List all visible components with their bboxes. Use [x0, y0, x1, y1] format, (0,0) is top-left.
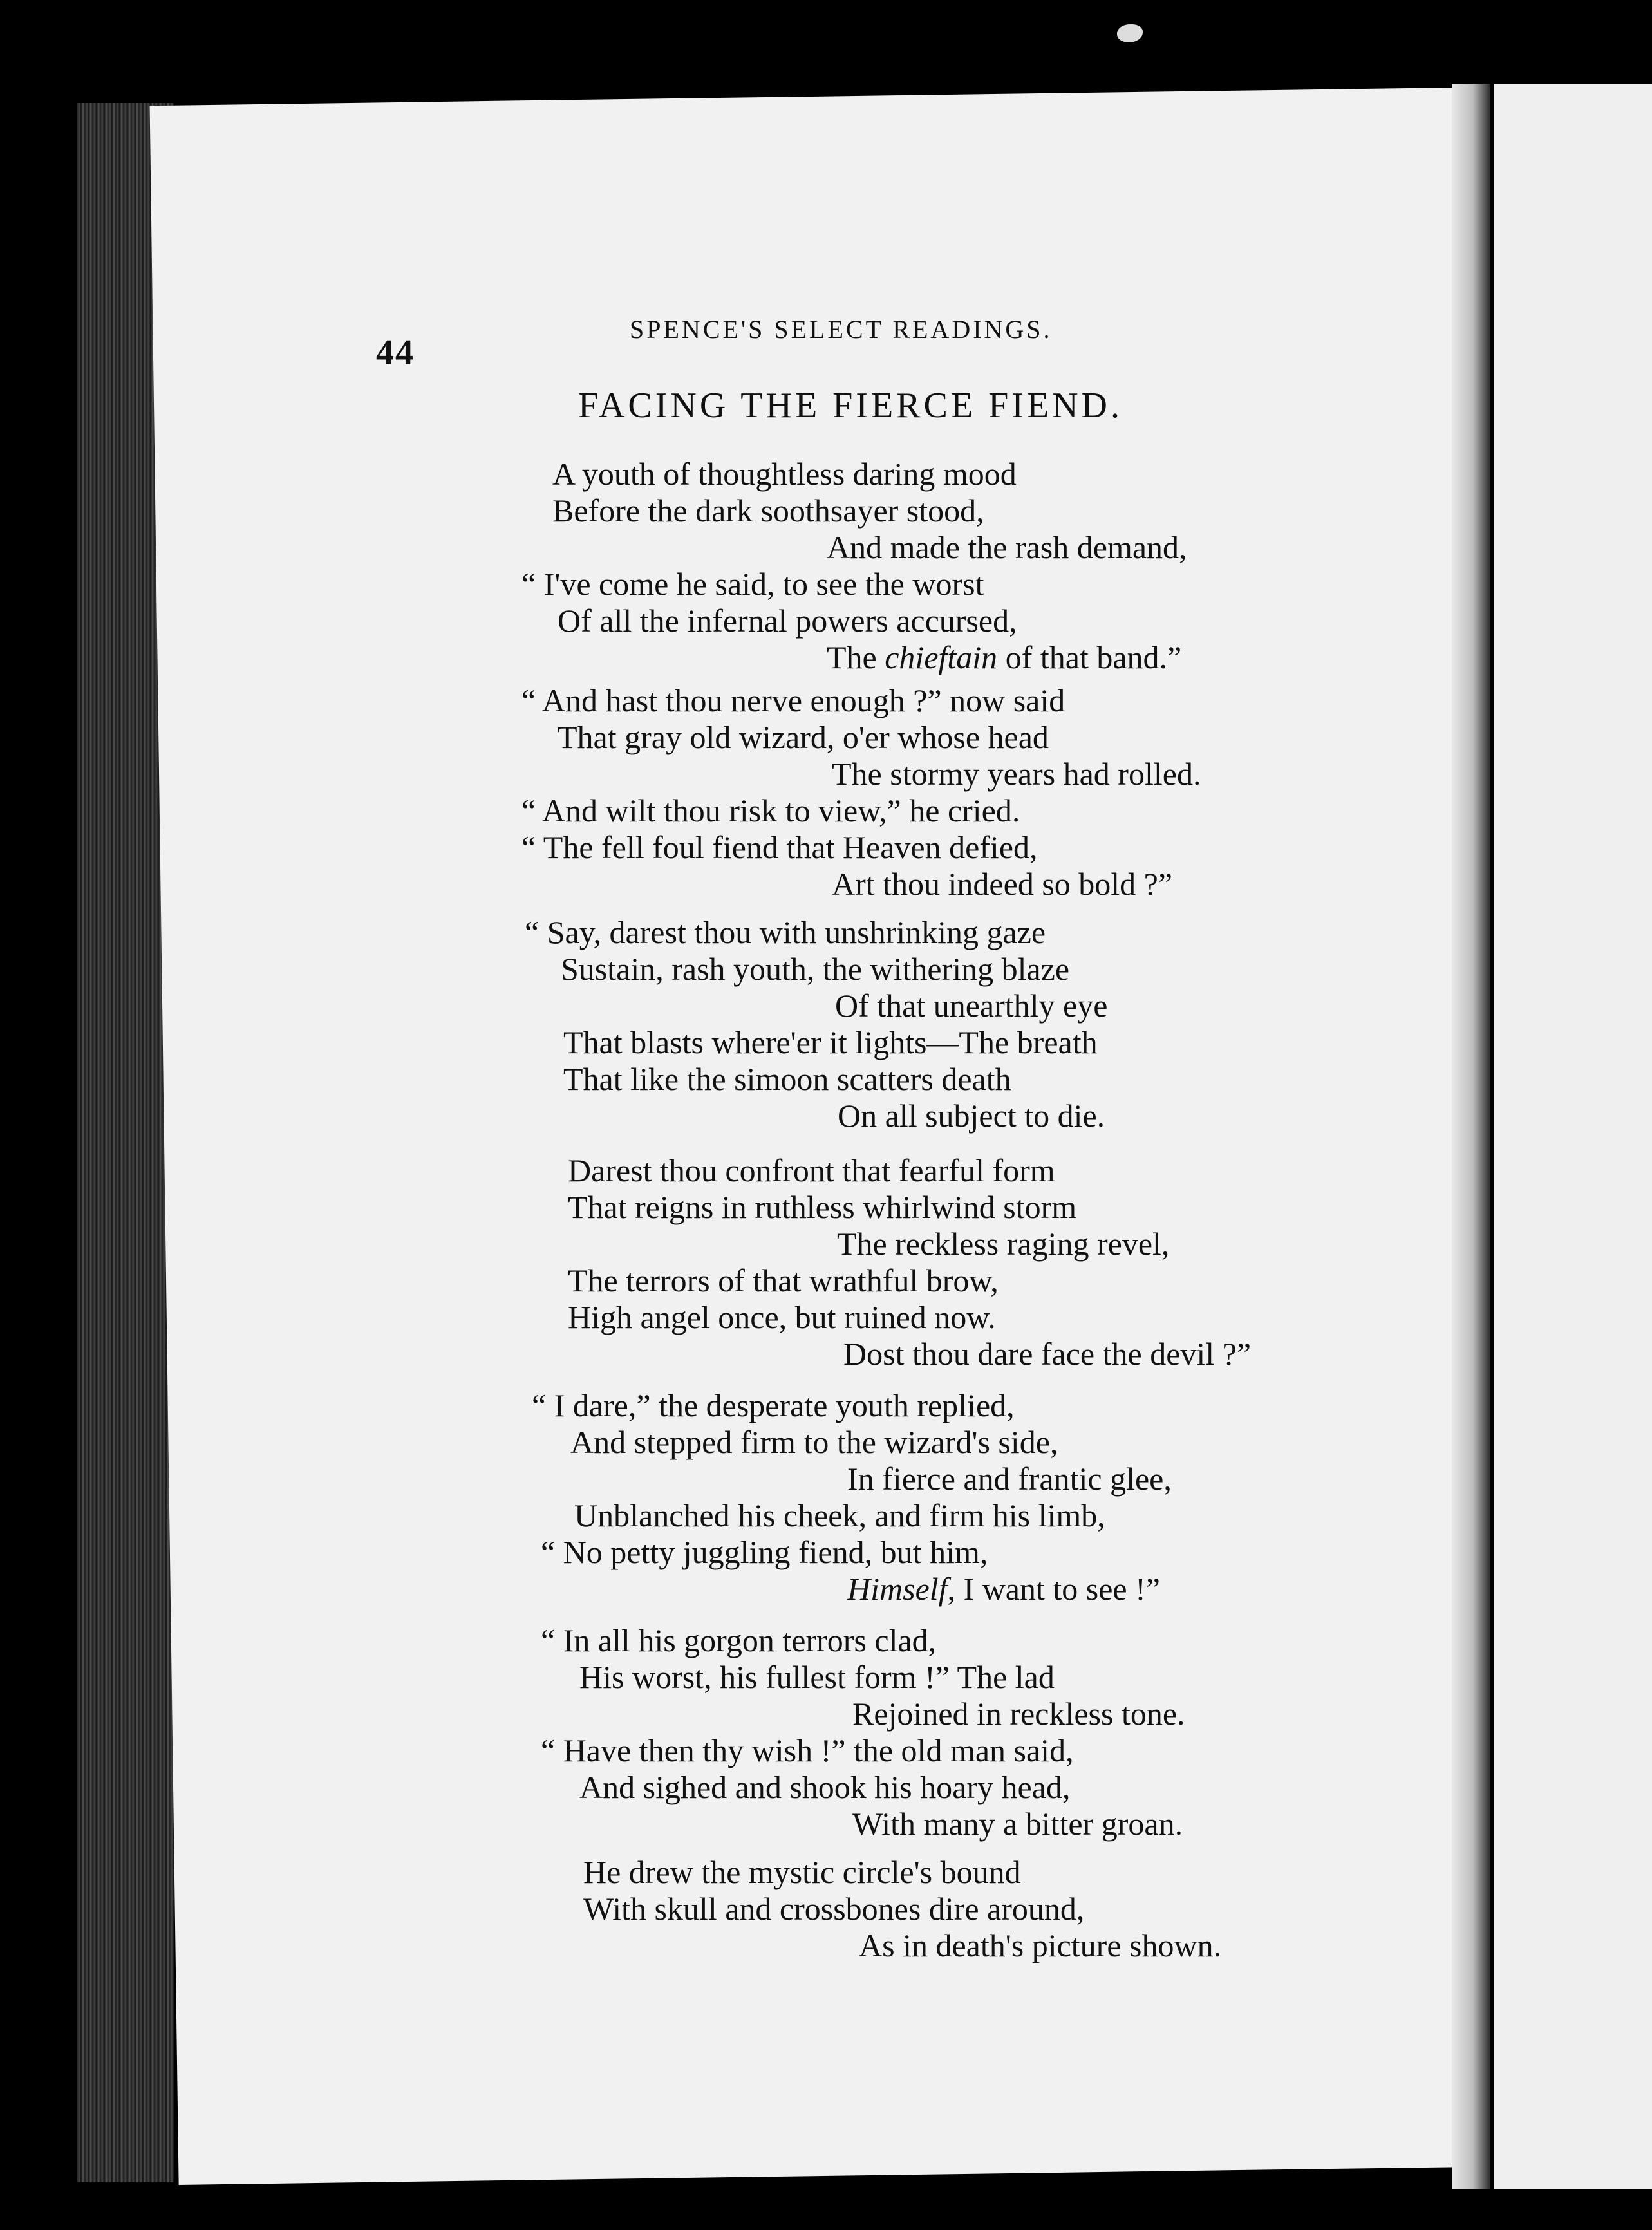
poem-line: That gray old wizard, o'er whose head — [558, 719, 1049, 755]
poem-line: Sustain, rash youth, the withering blaze — [561, 951, 1070, 987]
poem-line: As in death's picture shown. — [859, 1927, 1222, 1963]
poem-line: Art thou indeed so bold ?” — [832, 866, 1173, 902]
poem-line: His worst, his fullest form !” The lad — [579, 1659, 1055, 1695]
poem-title: FACING THE FIERCE FIEND. — [578, 386, 1123, 426]
poem-line: “ Say, darest thou with unshrinking gaze — [525, 914, 1046, 950]
poem-line: On all subject to die. — [838, 1098, 1105, 1134]
poem-line: The stormy years had rolled. — [832, 756, 1201, 792]
poem-line: And made the rash demand, — [827, 529, 1187, 565]
poem-line: The chieftain of that band.” — [827, 639, 1182, 675]
poem-line: With many a bitter groan. — [852, 1806, 1183, 1842]
poem-line: The terrors of that wrathful brow, — [568, 1262, 999, 1298]
poem-line: And sighed and shook his hoary head, — [579, 1769, 1071, 1805]
poem-line: Of that unearthly eye — [835, 988, 1108, 1024]
poem-line: Himself, I want to see !” — [847, 1571, 1160, 1607]
poem-line: “ I dare,” the desperate youth replied, — [532, 1387, 1015, 1423]
poem-line: That reigns in ruthless whirlwind storm — [568, 1189, 1077, 1225]
stanza-4 — [568, 1152, 1251, 1373]
stanza-5 — [532, 1387, 1172, 1607]
stanza-3 — [525, 914, 1107, 1134]
poem-line: Of all the infernal powers accursed, — [558, 603, 1017, 639]
poem-line: “ In all his gorgon terrors clad, — [541, 1622, 937, 1658]
poem-line: Dost thou dare face the devil ?” — [843, 1336, 1252, 1372]
poem-line: A youth of thoughtless daring mood — [552, 456, 1017, 492]
stanza-6 — [541, 1622, 1185, 1842]
poem-line: “ I've come he said, to see the worst — [521, 566, 984, 602]
page-number: 44 — [376, 333, 415, 373]
stanza-7 — [583, 1854, 1221, 1964]
running-head: SPENCE'S SELECT READINGS. — [630, 315, 1053, 344]
poem-line: Darest thou confront that fearful form — [568, 1152, 1055, 1188]
poem-line: “ And hast thou nerve enough ?” now said — [521, 682, 1065, 718]
poem-line: The reckless raging revel, — [837, 1226, 1170, 1262]
poem-line: High angel once, but ruined now. — [568, 1299, 996, 1335]
poem-line: That like the simoon scatters death — [563, 1061, 1011, 1097]
stanza-2 — [521, 682, 1201, 903]
poem-line: That blasts where'er it lights—The breath — [563, 1024, 1098, 1060]
poem-line: With skull and crossbones dire around, — [583, 1891, 1085, 1927]
poem-line: In fierce and frantic glee, — [847, 1461, 1172, 1497]
poem-line: “ No petty juggling fiend, but him, — [541, 1534, 988, 1570]
poem-line: “ The fell foul fiend that Heaven defied, — [521, 829, 1038, 865]
poem-line: Before the dark soothsayer stood, — [552, 492, 984, 529]
poem-line: “ Have then thy wish !” the old man said, — [541, 1732, 1074, 1768]
poem-line: And stepped firm to the wizard's side, — [570, 1424, 1058, 1460]
poem-line: “ And wilt thou risk to view,” he cried. — [521, 792, 1020, 829]
poem-line: Rejoined in reckless tone. — [852, 1696, 1185, 1732]
stanza-1 — [521, 456, 1187, 676]
poem-line: He drew the mystic circle's bound — [583, 1854, 1021, 1890]
poem-line: Unblanched his cheek, and firm his limb, — [574, 1497, 1105, 1533]
